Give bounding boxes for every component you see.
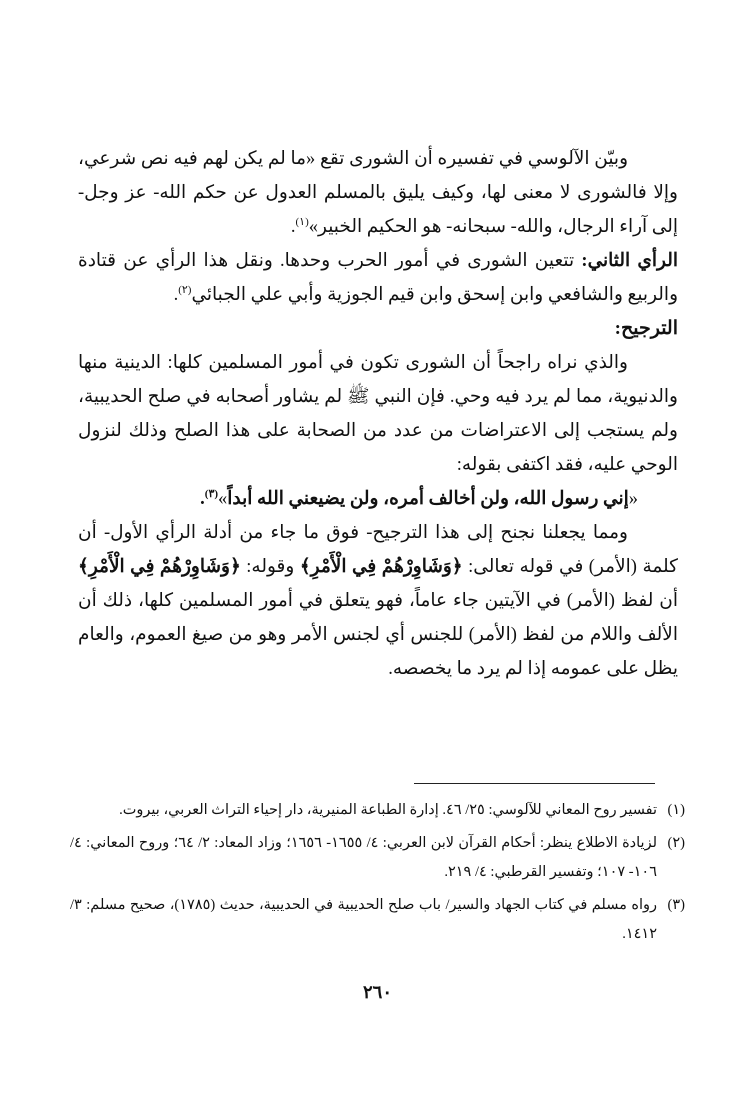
footnote-text: تفسير روح المعاني للآلوسي: ٢٥/ ٤٦. إدارة الطباعة المنيرية، دار إحياء التراث العربي، بيروت.	[119, 802, 657, 818]
quote-text: إني رسول الله، ولن أخالف أمره، ولن يضيعني الله أبداً	[227, 489, 629, 509]
quran-verse-1: ﴿وَشَاوِرْهُمْ فِي الْأَمْرِ﴾	[299, 557, 463, 577]
paragraph-second-opinion	[78, 244, 678, 312]
footnote-number: (١)	[667, 802, 685, 818]
footnote-divider	[414, 783, 655, 784]
paragraph-text: أن لفظ (الأمر) في الآيتين جاء عاماً، فهو يتعلق في أمور المسلمين كلها، ذلك أن الألف واللام من لفظ (الأمر) للجنس أي لجنس الأمر وهو من صيغ العموم، والعام يظل على عمومه إذا لم يرد ما يخصصه.	[78, 591, 678, 679]
footnote-3	[70, 891, 685, 949]
paragraph-text: وبيّن الآلوسي في تفسيره أن الشورى تقع «ما لم يكن لهم فيه نص شرعي، وإلا فالشورى لا معنى لها، وكيف يليق بالمسلم العدول عن حكم الله- عز وجل- إلى آراء الرجال، والله- سبحانه- هو الحكيم الخبير»	[78, 149, 678, 237]
footnote-number: (٢)	[667, 835, 685, 851]
footnote-2	[70, 829, 685, 887]
footnotes	[70, 796, 685, 953]
footnote-text: لزيادة الاطلاع ينظر: أحكام القرآن لابن العربي: ٤/ ١٦٥٥- ١٦٥٦؛ وزاد المعاد: ٢/ ٦٤؛ وروح المعاني: ٤/ ١٠٦- ١٠٧؛ وتفسير القرطبي: ٤/ ٢١٩.	[70, 835, 658, 880]
section-heading: الترجيح:	[614, 318, 678, 339]
punctuation: .	[173, 285, 179, 305]
hadith-quote	[78, 482, 678, 516]
opinion-label: الرأي الثاني:	[581, 251, 678, 271]
punctuation: .	[290, 217, 296, 237]
footnote-number: (٣)	[667, 897, 685, 913]
main-text	[78, 142, 678, 686]
quran-verse-2: ﴿وَشَاوِرْهُمْ فِي الْأَمْرِ﴾	[78, 557, 241, 577]
footnote-ref-3[interactable]: (٣)	[204, 487, 219, 500]
page-number: ٢٦٠	[362, 982, 392, 1003]
paragraph-text: وقوله:	[246, 557, 295, 577]
footnote-text: رواه مسلم في كتاب الجهاد والسير/ باب صلح الحديبية في الحديبية، حديث (١٧٨٥)، صحيح مسلم: ٣/ ١٤١٢.	[70, 897, 657, 942]
paragraph-evidence	[78, 516, 678, 686]
footnote-ref-1[interactable]: (١)	[295, 215, 309, 228]
quote-close: »	[218, 489, 228, 509]
paragraph-text: تتعين الشورى في أمور الحرب وحدها. ونقل هذا الرأي عن قتادة والربيع والشافعي وابن إسحق وابن قيم الجوزية وأبي علي الجبائي	[78, 251, 678, 305]
paragraph-preference: والذي نراه راجحاً أن الشورى تكون في أمور المسلمين كلها: الدينية منها والدنيوية، مما لم يرد فيه وحي. فإن النبي ﷺ لم يشاور أصحابه في صلح الحديبية، ولم يستجب إلى الاعتراضات من عدد من الصحابة على هذا الصلح وذلك لنزول الوحي عليه، فقد اكتفى بقوله:	[78, 353, 678, 475]
punctuation: .	[200, 489, 205, 509]
quote-open: «	[628, 489, 638, 509]
paragraph-aloosi	[78, 142, 678, 244]
footnote-1	[70, 796, 685, 825]
footnote-ref-2[interactable]: (٢)	[178, 283, 192, 296]
paragraph-text: ومما يجعلنا نجنح إلى هذا الترجيح- فوق ما جاء من أدلة الرأي الأول- أن كلمة (الأمر) في قوله تعالى:	[78, 523, 678, 577]
